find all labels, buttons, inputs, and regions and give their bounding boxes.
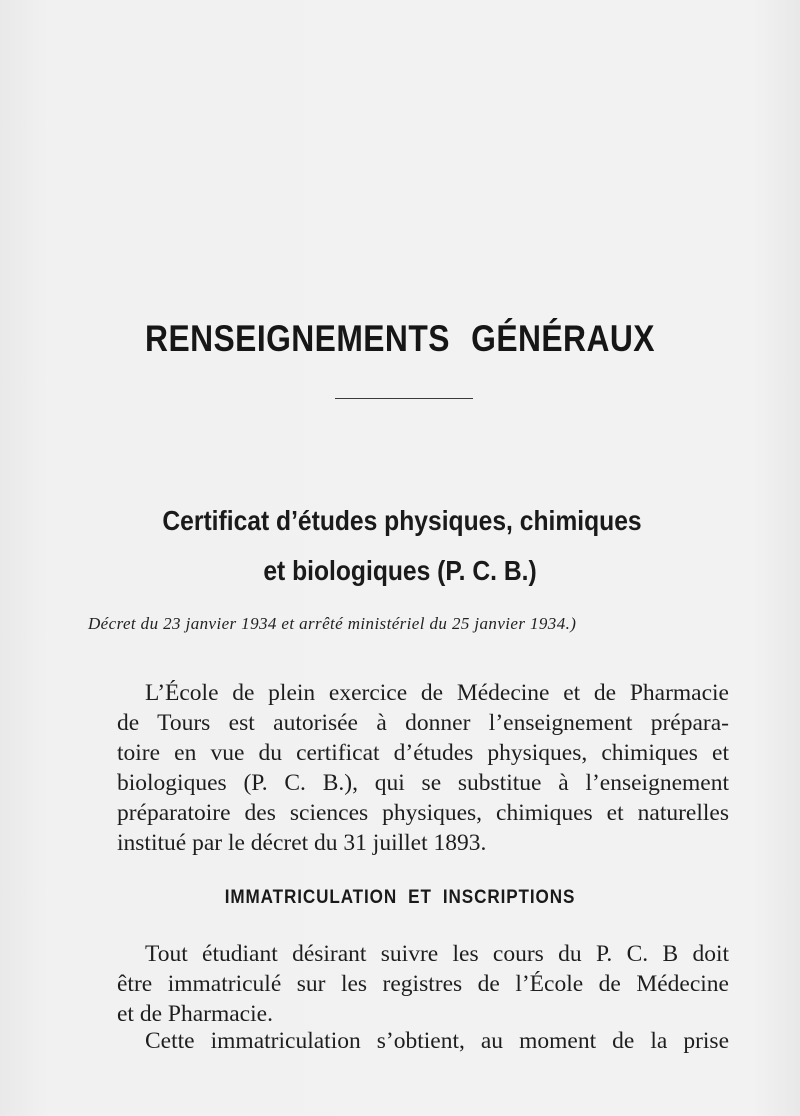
paragraph-line: et de Pharmacie. — [117, 1001, 273, 1027]
paragraph-line: biologiques (P. C. B.), qui se substitue à l’enseignement — [117, 770, 729, 796]
page-title: RENSEIGNEMENTS GÉNÉRAUX — [145, 318, 655, 359]
decree-note: Décret du 23 janvier 1934 et arrêté ministériel du 25 janvier 1934.) — [88, 614, 577, 633]
paragraph-line: de Tours est autorisée à donner l’enseignement prépara- — [117, 710, 729, 736]
paragraph-line: être immatriculé sur les registres de l’École de Médecine — [117, 971, 729, 997]
paragraph-line: Tout étudiant désirant suivre les cours du P. C. B doit — [145, 941, 729, 967]
paragraph-line: toire en vue du certificat d’études physiques, chimiques et — [117, 740, 729, 766]
paragraph-continuation — [117, 1026, 729, 1056]
section-title-line-2: et biologiques (P. C. B.) — [263, 555, 537, 586]
subsection-title: IMMATRICULATION ET INSCRIPTIONS — [224, 887, 576, 908]
title-divider — [335, 398, 473, 399]
paragraph-line: préparatoire des sciences physiques, chimiques et naturelles — [117, 800, 729, 826]
paragraph-intro — [117, 678, 729, 858]
paragraph-immatriculation — [117, 939, 729, 1029]
paragraph-line: L’École de plein exercice de Médecine et de Pharmacie — [145, 680, 729, 706]
paragraph-line: Cette immatriculation s’obtient, au moment de la prise — [145, 1028, 729, 1054]
paragraph-line: institué par le décret du 31 juillet 1893. — [117, 830, 487, 856]
section-title-line-1: Certificat d’études physiques, chimiques — [162, 505, 642, 536]
